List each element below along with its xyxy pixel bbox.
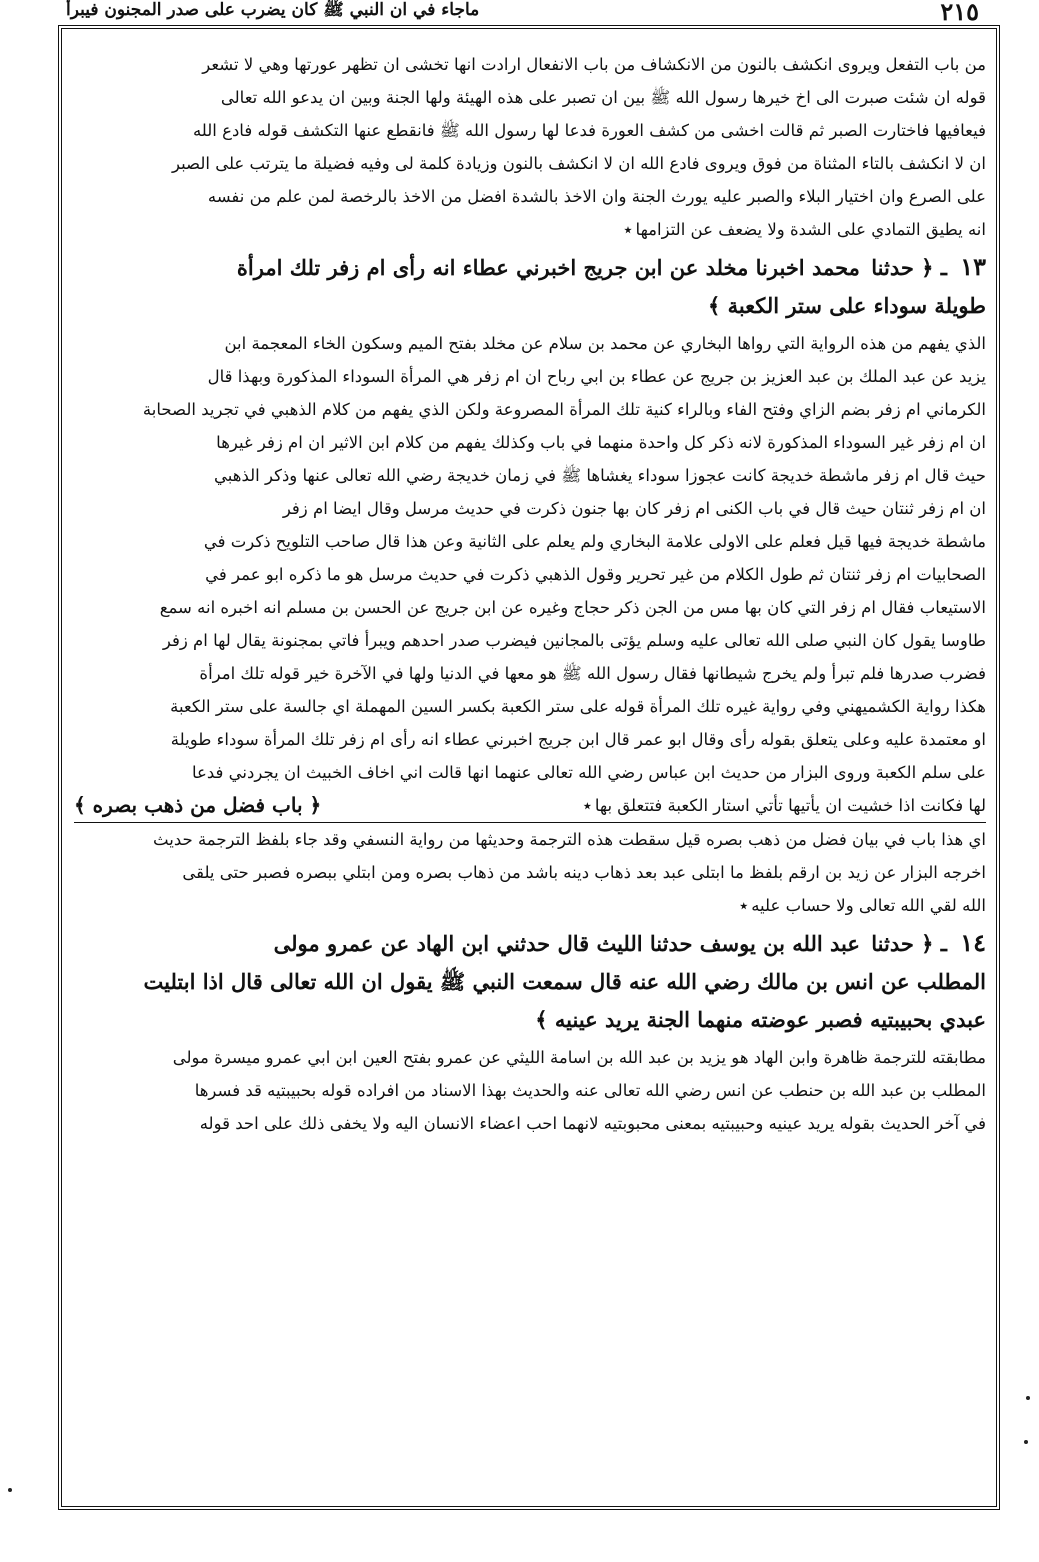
text-line: ان لا انكشف بالتاء المثناة من فوق ويروى فادع الله ان لا انكشف بالنون وزيادة كلمة لى وفيه فضيلة ما يترتب على الصبر [171,154,986,173]
text-line [74,889,986,922]
text-line: اخرجه البزار عن زيد بن ارقم بلفظ ما ابتلى عبد بعد ذهاب دينه باشد من ذهاب بصره ومن ابتلي ببصره فصبر حتى يلقى [182,863,986,882]
text-line: ماشطة خديجة فيها قيل فعلم على الاولى علامة البخاري ولم يعلم على الثانية وعن هذا قال صاحب التلويح ذكرت في [203,532,986,551]
hadith-opener: ﴿ حدثنا [871,255,934,280]
scan-speck [8,1488,12,1492]
text-line: ان ام زفر ثنتان حيث قال في باب الكنى ام زفر كان بها جنون ذكرت في حديث مرسل وقال ايضا ام زفر [282,499,986,518]
scan-speck [1024,1440,1028,1444]
chapter-title: ﴿ باب فضل من ذهب بصره ﴾ [74,793,322,817]
page-body [74,48,986,1498]
text-line: او معتمدة عليه وعلى يتعلق بقوله رأى وقال ابو عمر قال ابن جريج اخبرني عطاء انه رأى ام زفر تلك المرأة سوداء طويلة [170,730,986,749]
text-line: مطابقته للترجمة ظاهرة وابن الهاد هو يزيد بن عبد الله بن اسامة الليثي عن عمرو بفتح العين ابن ابي عمرو ميسرة مولى [172,1048,986,1067]
hadith-14 [74,924,986,1039]
hadith-line: طويلة سوداء على ستر الكعبة ﴾ [707,293,986,318]
commentary-block-3 [74,823,986,922]
end-mark: ٭ [623,220,633,239]
text-line: من باب التفعل ويروى انكشف بالنون من الانكشاف من باب الانفعال ارادت انها تخشى ان تظهر عورتها وهي لا تشعر [202,55,986,74]
text-line: هكذا رواية الكشميهني وفي رواية غيره تلك المرأة قوله على ستر الكعبة بكسر السين المهملة اي جالسة على ستر الكعبة [170,697,986,716]
text-line: الذي يفهم من هذه الرواية التي رواها البخاري عن محمد بن سلام عن مخلد بفتح الميم وسكون الخاء المعجمة ابن [224,334,986,353]
commentary-block-1 [74,48,986,246]
hadith-opener: ﴿ حدثنا [871,931,934,956]
text-line: فضرب صدرها فلم تبرأ ولم يخرج شيطانها فقال رسول الله ﷺ هو معها في الدنيا ولها في الآخرة خير قوله تلك امرأة [199,664,986,683]
text-line: حيث قال ام زفر ماشطة خديجة كانت عجوزا سوداء يغشاها ﷺ في زمان خديجة رضي الله تعالى عنها وذكر الذهبي [214,466,986,485]
hadith-number: ١٣ [960,252,986,281]
hadith-text: محمد اخبرنا مخلد عن ابن جريج اخبرني عطاء انه رأى ام زفر تلك امرأة [236,255,860,280]
running-head: ماجاء في ان النبي ﷺ كان يضرب على صدر المجنون فيبرأ [66,0,480,20]
hadith-line [74,248,986,287]
text-segment: الله لقي الله تعالى ولا حساب عليه [751,896,986,915]
hadith-13 [74,248,986,325]
text-line: يزيد عن عبد الملك بن عبد العزيز بن جريج عن عطاء بن ابي رباح ان ام زفر هي المرأة السوداء المذكورة وبهذا قال [207,367,986,386]
commentary-block-2 [74,327,986,789]
text-line: ان ام زفر غير السوداء المذكورة لانه ذكر كل واحدة منهما في باب وكذلك يفهم من كلام ابن الاثير ان ام زفر غيرها [216,433,986,452]
page-header [66,0,979,26]
text-line: طاوسا يقول كان النبي صلى الله تعالى عليه وسلم يؤتى بالمجانين فيضرب صدر احدهم ويبرأ فاتي بمجنونة يقال لها ام زفر [162,631,986,650]
text-line: قوله ان شئت صبرت الى اخ خيرها رسول الله ﷺ بين ان تصبر على هذه الهيئة ولها الجنة وبين ان يدعو الله تعالى [220,88,986,107]
text-line: الاستيعاب فقال ام زفر التي كان بها مس من الجن ذكر حجاج وغيره عن ابن جريج عن الحسن بن مسلم انه اخبره انه سمع [159,598,986,617]
text-line: على الصرع وان اختيار البلاء والصبر عليه يورث الجنة وان الاخذ بالشدة افضل من الاخذ بالرخصة لمن علم من نفسه [207,187,986,206]
text-line: الكرماني ام زفر بضم الزاي وفتح الفاء وبالراء كنية تلك المرأة المصروعة ولكن الذي يفهم من كلام الذهبي في تجريد الصحابة [142,400,986,419]
chapter-heading-line [74,789,986,822]
hadith-line: المطلب عن انس بن مالك رضي الله عنه قال سمعت النبي ﷺ يقول ان الله تعالى قال اذا ابتليت [143,969,986,994]
hadith-text: عبد الله بن يوسف حدثنا الليث قال حدثني ابن الهاد عن عمرو مولى [273,931,860,956]
text-line: اي هذا باب في بيان فضل من ذهب بصره قيل سقطت هذه الترجمة وحديثها من رواية النسفي وقد جاء بلفظ الترجمة حديث [153,830,986,849]
hadith-line: عبدي بحبيبتيه فصبر عوضته منهما الجنة يريد عينيه ﴾ [535,1007,986,1032]
hadith-dash: ـ [940,255,947,280]
hadith-number: ١٤ [960,928,986,957]
page-number: ٢١٥ [940,0,979,26]
text-line [74,213,986,246]
commentary-block-4 [74,1041,986,1140]
text-segment: لها فكانت اذا خشيت ان يأتيها تأتي استار الكعبة فتتعلق بها [594,796,986,815]
end-mark: ٭ [739,896,749,915]
text-line: في آخر الحديث بقوله يريد عينيه وحبيبتيه بمعنى محبوبتيه لانهما احب اعضاء الانسان اليه ولا يخفى ذلك على احد قوله [199,1114,986,1133]
scan-speck [1026,1396,1030,1400]
hadith-dash: ـ [940,931,947,956]
hadith-line [74,924,986,963]
text-line: فيعافيها فاختارت الصبر ثم قالت اخشى من كشف العورة فدعا لها رسول الله ﷺ فانقطع عنها التكشف قوله فادع الله [192,121,986,140]
text-line: الصحابيات ام زفر ثنتان ثم طول الكلام من غير تحرير وقول الذهبي ذكرت في حديث مرسل هو ما ذكره ابو عمر في [205,565,986,584]
text-line: على سلم الكعبة وروى البزار من حديث ابن عباس رضي الله تعالى عنهما انها قالت اني اخاف الخبيث ان يجردني فدعا [192,763,986,782]
text-segment: انه يطيق التمادي على الشدة ولا يضعف عن التزامها [635,220,986,239]
end-mark: ٭ [582,796,592,815]
text-line: المطلب بن عبد الله بن حنطب عن انس رضي الله تعالى عنه والحديث بهذا الاسناد من افراده قوله بحبيبتيه قد فسرها [194,1081,986,1100]
